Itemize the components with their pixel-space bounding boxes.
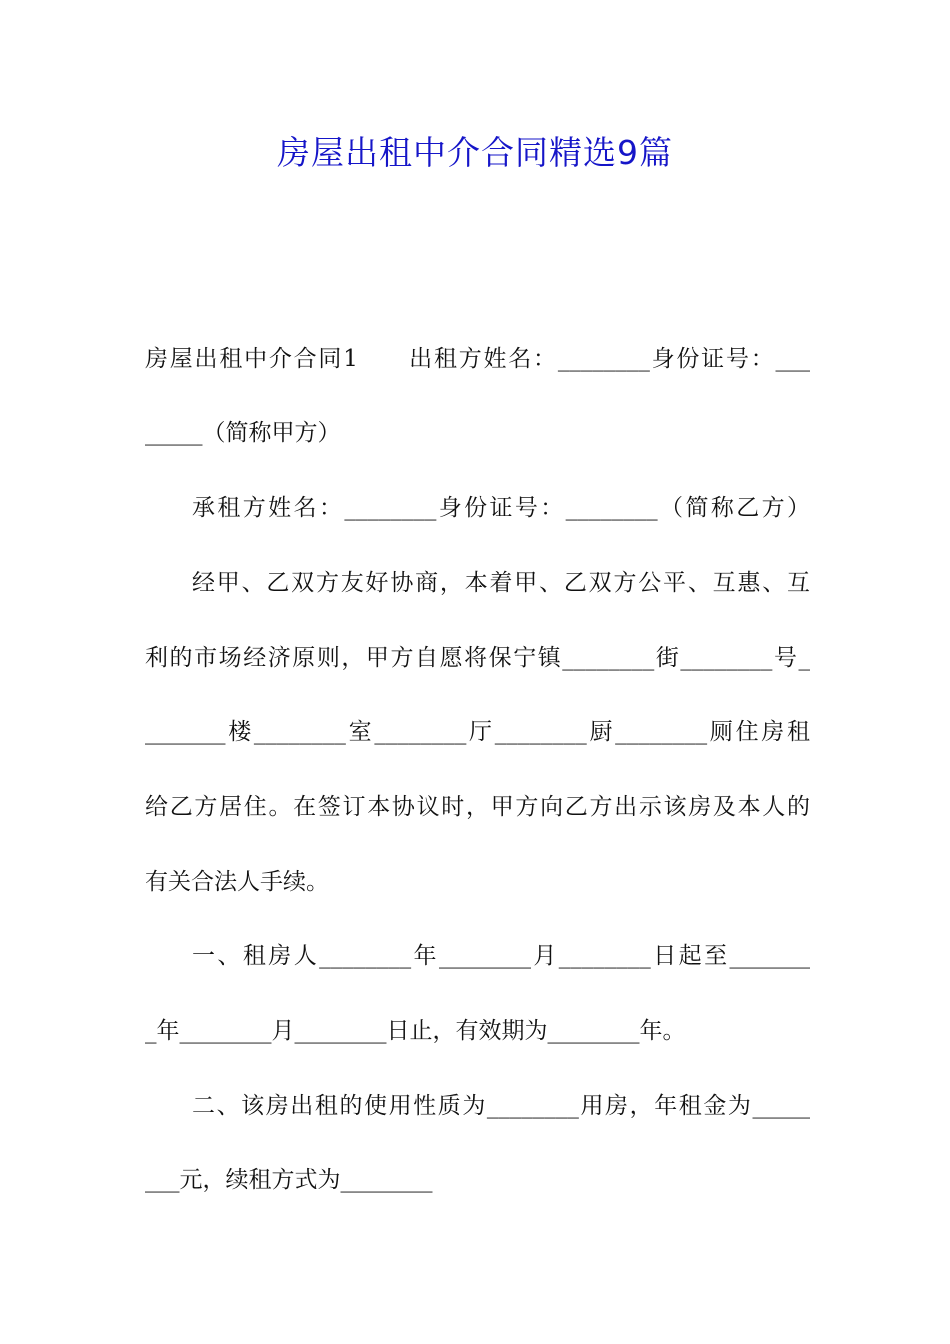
paragraph-line: 一、租房人________年________月________日起至_______ [192,943,810,969]
paragraph-line: 二、该房出租的使用性质为________用房，年租金为_____ [192,1093,810,1119]
paragraph-line: 经甲、乙双方友好协商，本着甲、乙双方公平、互惠、互 [192,570,810,596]
paragraph-line: 利的市场经济原则，甲方自愿将保宁镇________街________号_ [145,645,810,671]
paragraph-line: 房屋出租中介合同1 出租方姓名：________身份证号：___ [145,346,810,372]
paragraph-line: 有关合法人手续。 [145,869,329,895]
paragraph-line: 承租方姓名：________身份证号：________（简称乙方） [192,495,810,521]
paragraph-line: ___元，续租方式为________ [145,1167,433,1193]
document-title: 房屋出租中介合同精选9篇 [277,133,673,172]
paragraph-line: _______楼________室________厅________厨________厕住房租 [145,719,810,745]
paragraph-line: _年________月________日止，有效期为________年。 [145,1018,686,1044]
paragraph-line: _____（简称甲方） [145,420,341,446]
paragraph-line: 给乙方居住。在签订本协议时，甲方向乙方出示该房及本人的 [145,794,810,820]
